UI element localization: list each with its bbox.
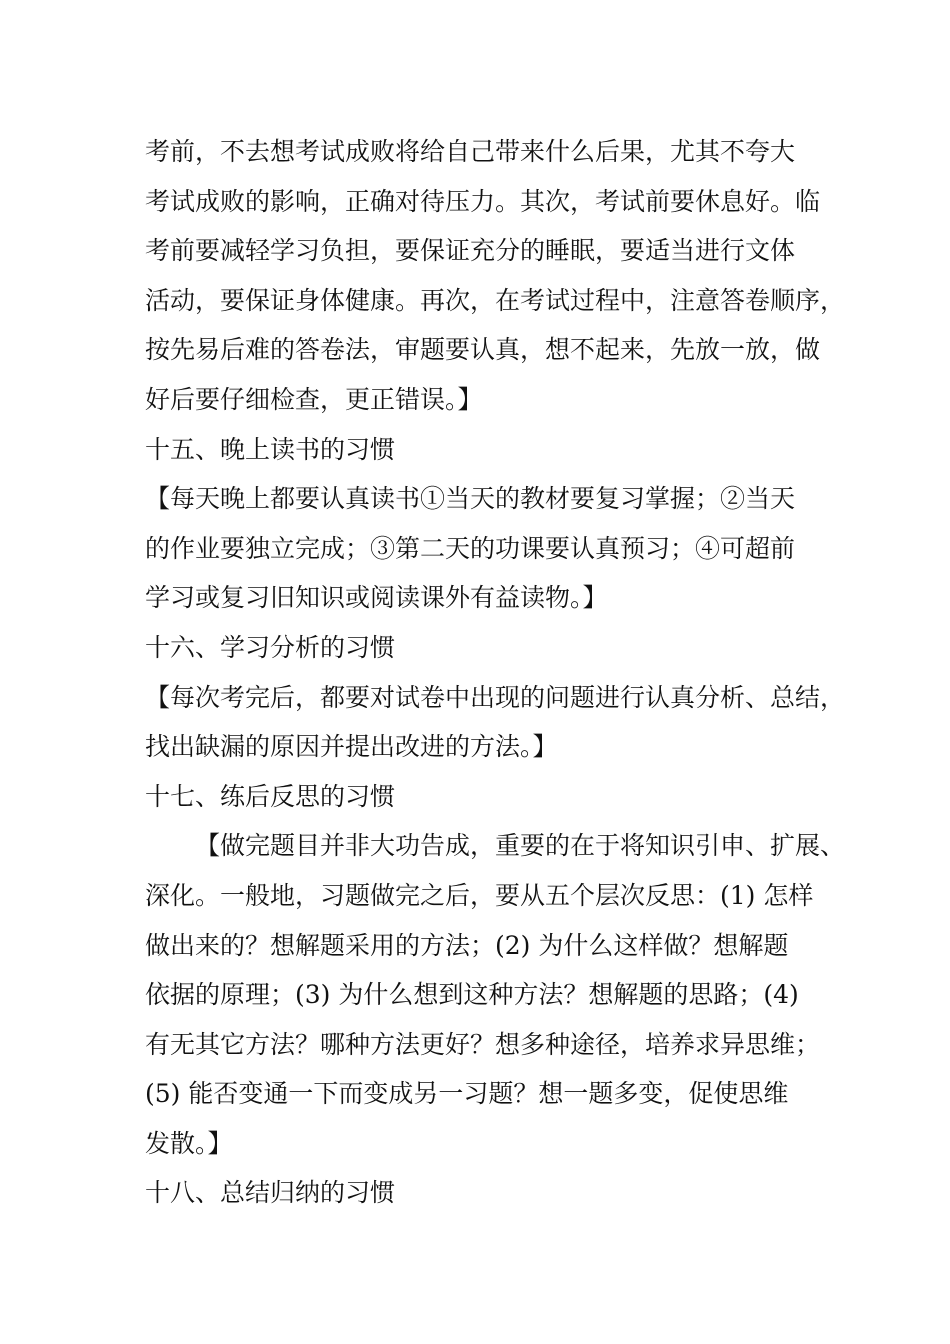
section-heading: 十七、练后反思的习惯 [145, 781, 396, 811]
paragraph-line: 依据的原理；(3) 为什么想到这种方法？想解题的思路；(4) [145, 980, 799, 1010]
paragraph-line: 活动，要保证身体健康。再次，在考试过程中，注意答卷顺序， [145, 285, 846, 315]
document-body [145, 127, 846, 1218]
paragraph-line: 做出来的？想解题采用的方法；(2) 为什么这样做？想解题 [145, 930, 789, 960]
paragraph-line: 【每天晚上都要认真读书①当天的教材要复习掌握；②当天 [145, 484, 796, 514]
paragraph-line: 的作业要独立完成；③第二天的功课要认真预习；④可超前 [145, 533, 796, 563]
paragraph-line: 好后要仔细检查，更正错误。】 [145, 384, 483, 414]
paragraph-line: 考前，不去想考试成败将给自己带来什么后果，尤其不夸大 [145, 137, 796, 166]
paragraph-line: 考前要减轻学习负担，要保证充分的睡眠，要适当进行文体 [145, 236, 796, 266]
section-heading: 十六、学习分析的习惯 [145, 632, 396, 662]
paragraph-line: 按先易后难的答卷法，审题要认真，想不起来，先放一放，做 [145, 335, 821, 365]
paragraph-line: 学习或复习旧知识或阅读课外有益读物。】 [145, 583, 608, 613]
paragraph-line: 有无其它方法？哪种方法更好？想多种途径，培养求异思维； [145, 1029, 821, 1059]
section-heading: 十八、总结归纳的习惯 [145, 1178, 396, 1208]
paragraph-line: 考试成败的影响，正确对待压力。其次，考试前要休息好。临 [145, 186, 821, 216]
paragraph-line: 【每次考完后，都要对试卷中出现的问题进行认真分析、总结， [145, 682, 846, 712]
paragraph-line: 【做完题目并非大功告成，重要的在于将知识引申、扩展、 [195, 831, 846, 861]
section-heading: 十五、晚上读书的习惯 [145, 434, 396, 464]
paragraph-line: 找出缺漏的原因并提出改进的方法。】 [145, 732, 558, 762]
paragraph-line: 深化。一般地，习题做完之后，要从五个层次反思：(1) 怎样 [145, 880, 814, 910]
paragraph-line: (5) 能否变通一下而变成另一习题？想一题多变，促使思维 [145, 1079, 789, 1109]
paragraph-line: 发散。】 [145, 1128, 233, 1158]
